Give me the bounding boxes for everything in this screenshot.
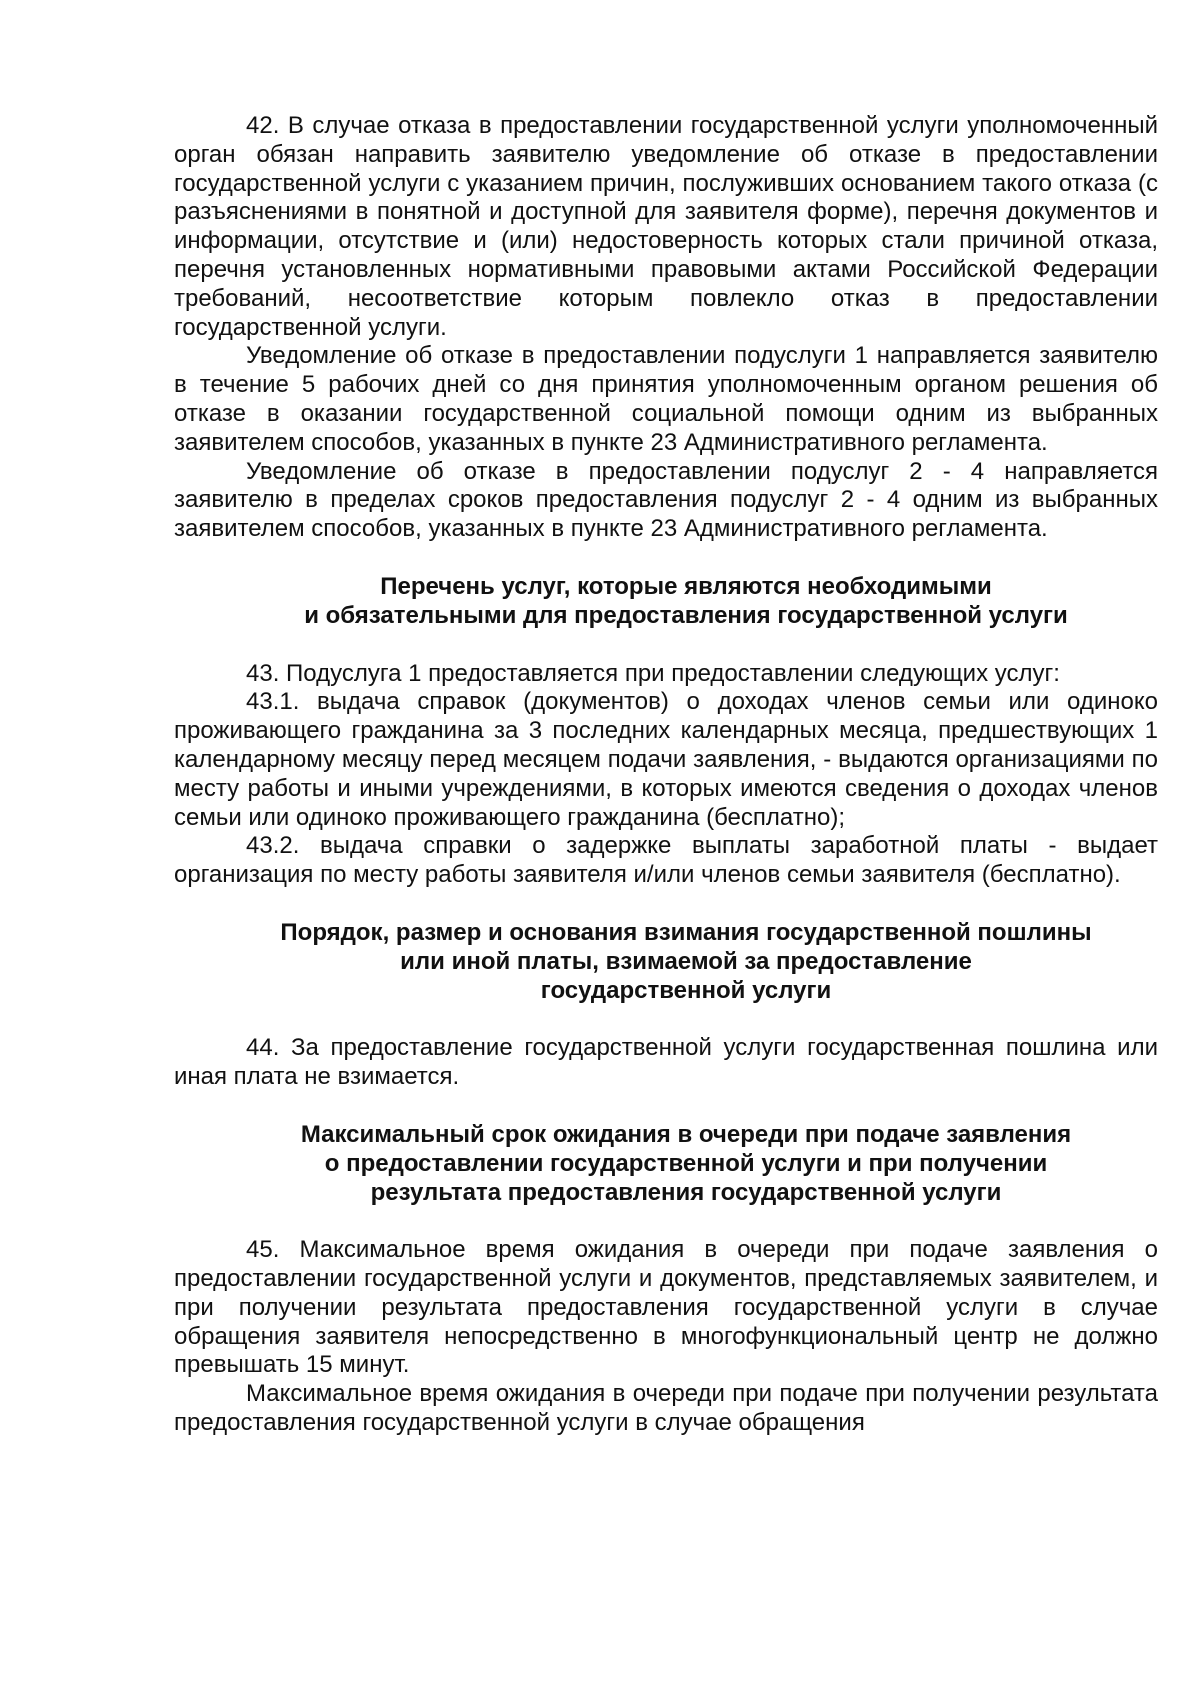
section-heading-max-waiting-time: Максимальный срок ожидания в очереди при подаче заявления о предоставлении государственной услуги и при получении результата предоставления государственной услуги <box>300 1120 1072 1206</box>
paragraph-45: 45. Максимальное время ожидания в очереди при подаче заявления о предоставлении государственной услуги и документов, представляемых заявителем, и при получении результата предоставления государственной услуги в случае обращения заявителя непосредственно в многофункциональный центр не должно превышать 15 минут. <box>174 1236 1158 1379</box>
paragraph-max-waiting-result: Максимальное время ожидания в очереди при подаче при получении результата предоставления государственной услуги в случае обращения <box>174 1380 1158 1437</box>
section-heading-required-services: Перечень услуг, которые являются необходимыми и обязательными для предоставления государственной услуги <box>304 572 1068 629</box>
paragraph-43-1: 43.1. выдача справок (документов) о доходах членов семьи или одиноко проживающего гражданина за 3 последних календарных месяца, предшествующих 1 календарному месяцу перед месяцем подачи заявления, - выдаются организациями по месту работы и иными учреждениями, в которых имеются сведения о доходах членов семьи или одиноко проживающего гражданина (бесплатно); <box>174 688 1158 831</box>
paragraph-43-2: 43.2. выдача справки о задержке выплаты заработной платы - выдает организация по месту работы заявителя и/или членов семьи заявителя (бесплатно). <box>174 832 1158 889</box>
paragraph-42: 42. В случае отказа в предоставлении государственной услуги уполномоченный орган обязан направить заявителю уведомление об отказе в предоставлении государственной услуги с указанием причин, послуживших основанием такого отказа (с разъяснениями в понятной и доступной для заявителя форме), перечня документов и информации, отсутствие и (или) недостоверность которых стали причиной отказа, перечня установленных нормативными правовыми актами Российской Федерации требований, несоответствие которым повлекло отказ в предоставлении государственной услуги. <box>174 112 1158 341</box>
paragraph-44: 44. За предоставление государственной услуги государственная пошлина или иная плата не взимается. <box>174 1034 1158 1091</box>
document-page <box>174 112 1158 1438</box>
paragraph-notice-subservice-1: Уведомление об отказе в предоставлении подуслуги 1 направляется заявителю в течение 5 рабочих дней со дня принятия уполномоченным органом решения об отказе в оказании государственной социальной помощи одним из выбранных заявителем способов, указанных в пункте 23 Административного регламента. <box>174 342 1158 456</box>
section-heading-state-fee: Порядок, размер и основания взимания государственной пошлины или иной платы, взимаемой за предоставление государственной услуги <box>280 918 1092 1004</box>
paragraph-notice-subservices-2-4: Уведомление об отказе в предоставлении подуслуг 2 - 4 направляется заявителю в пределах сроков предоставления подуслуг 2 - 4 одним из выбранных заявителем способов, указанных в пункте 23 Административного регламента. <box>174 457 1158 543</box>
paragraph-43: 43. Подуслуга 1 предоставляется при предоставлении следующих услуг: <box>246 659 1060 687</box>
